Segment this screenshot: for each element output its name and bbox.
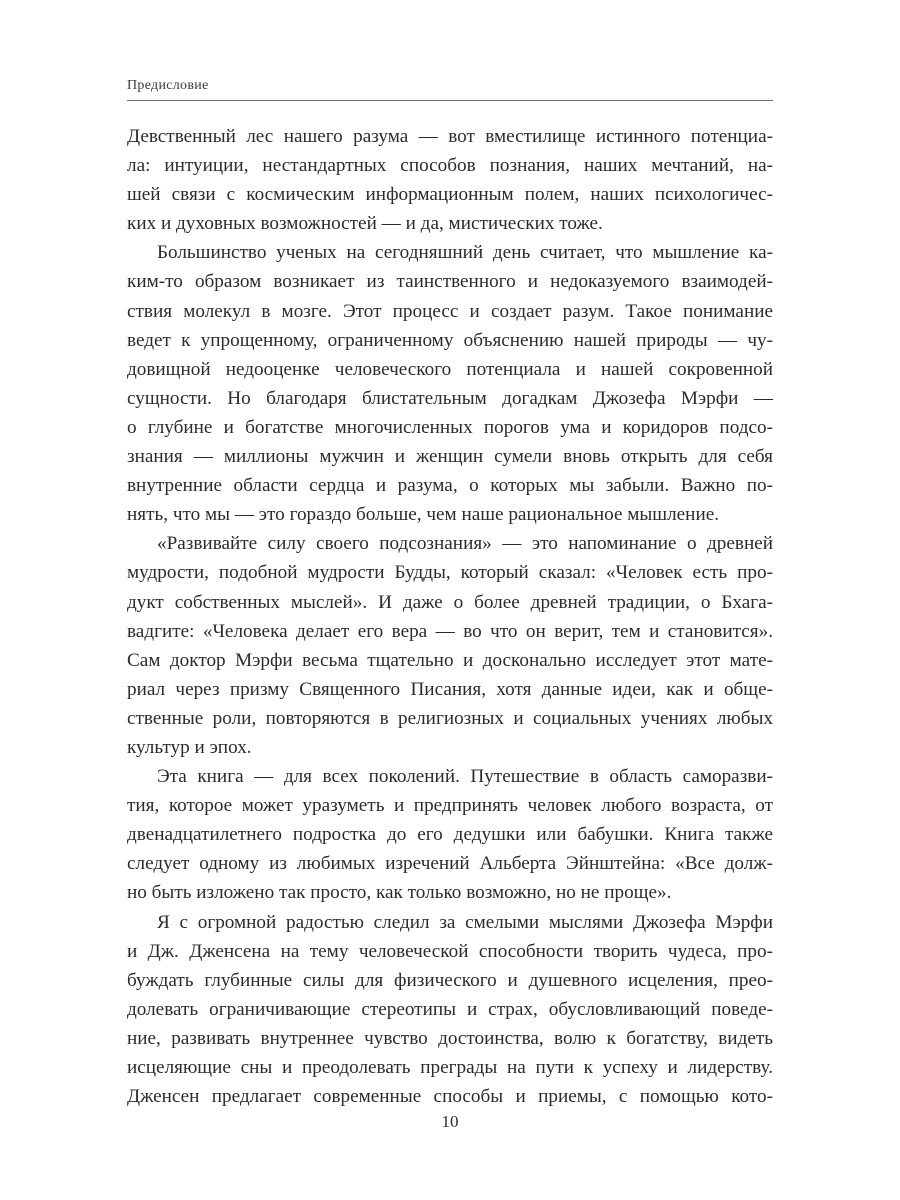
text-line: внутренние области сердца и разума, о которых мы забыли. Важно по- <box>127 475 773 497</box>
running-head <box>127 78 773 101</box>
text-line: риал через призму Священного Писания, хотя данные идеи, как и обще- <box>127 678 773 700</box>
text-line: знания — миллионы мужчин и женщин сумели вновь открыть для себя <box>127 446 773 468</box>
text-line: следует одному из любимых изречений Альберта Эйнштейна: «Все долж- <box>127 853 773 875</box>
text-line: вадгите: «Человека делает его вера — во что он верит, тем и становится». <box>127 620 773 642</box>
text-line: Эта книга — для всех поколений. Путешествие в область саморазви- <box>157 766 773 788</box>
text-line: нять, что мы — это гораздо больше, чем наше рациональное мышление. <box>127 504 720 526</box>
text-line: исцеляющие сны и преодолевать преграды на пути к успеху и лидерству. <box>127 1057 773 1078</box>
running-title: Предисловие <box>127 78 209 93</box>
text-line: Дженсен предлагает современные способы и приемы, с помощью кото- <box>127 1086 773 1108</box>
paragraph <box>127 529 773 762</box>
body-text <box>127 122 773 1111</box>
paragraph <box>127 238 773 529</box>
text-line: шей связи с космическим информационным полем, наших психологичес- <box>127 184 773 206</box>
text-line: довищной недооценке человеческого потенциала и нашей сокровенной <box>127 358 773 380</box>
text-line: о глубине и богатстве многочисленных порогов ума и коридоров подсо- <box>127 416 773 438</box>
text-line: ла: интуиции, нестандартных способов познания, наших мечтаний, на- <box>127 155 773 177</box>
text-line: сущности. Но благодаря блистательным догадкам Джозефа Мэрфи — <box>127 387 773 409</box>
text-line: Девственный лес нашего разума — вот вместилище истинного потенциа- <box>127 126 773 147</box>
text-line: долевать ограничивающие стереотипы и страх, обусловливающий поведе- <box>127 998 773 1020</box>
paragraph <box>127 908 773 1112</box>
text-line: ведет к упрощенному, ограниченному объяснению нашей природы — чу- <box>127 329 773 351</box>
text-line: Я с огромной радостью следил за смелыми мыслями Джозефа Мэрфи <box>157 911 773 933</box>
text-line: Сам доктор Мэрфи весьма тщательно и досконально исследует этот мате- <box>127 649 773 671</box>
text-line: но быть изложено так просто, как только возможно, но не проще». <box>127 882 672 904</box>
text-line: ние, развивать внутреннее чувство достоинства, волю к богатству, видеть <box>127 1027 773 1049</box>
paragraph <box>127 762 773 907</box>
text-line: культур и эпох. <box>127 736 252 758</box>
paragraph <box>127 122 773 238</box>
text-line: ких и духовных возможностей — и да, мистических тоже. <box>127 213 603 235</box>
text-line: ствия молекул в мозге. Этот процесс и создает разум. Такое понимание <box>127 300 773 322</box>
text-line: «Развивайте силу своего подсознания» — это напоминание о древней <box>157 533 773 555</box>
text-line: ственные роли, повторяются в религиозных и социальных учениях любых <box>127 707 773 729</box>
text-line: дукт собственных мыслей». И даже о более древней традиции, о Бхага- <box>127 591 773 613</box>
page-number: 10 <box>441 1112 459 1131</box>
text-line: двенадцатилетнего подростка до его дедушки или бабушки. Книга также <box>127 824 773 846</box>
text-line: ким-то образом возникает из таинственного и недоказуемого взаимодей- <box>127 271 773 293</box>
text-line: и Дж. Дженсена на тему человеческой способности творить чудеса, про- <box>127 940 773 962</box>
text-line: Большинство ученых на сегодняшний день считает, что мышление ка- <box>157 242 773 264</box>
text-line: буждать глубинные силы для физического и душевного исцеления, прео- <box>127 969 773 991</box>
text-line: тия, которое может уразуметь и предпринять человек любого возраста, от <box>127 795 773 817</box>
text-line: мудрости, подобной мудрости Будды, который сказал: «Человек есть про- <box>127 562 773 584</box>
